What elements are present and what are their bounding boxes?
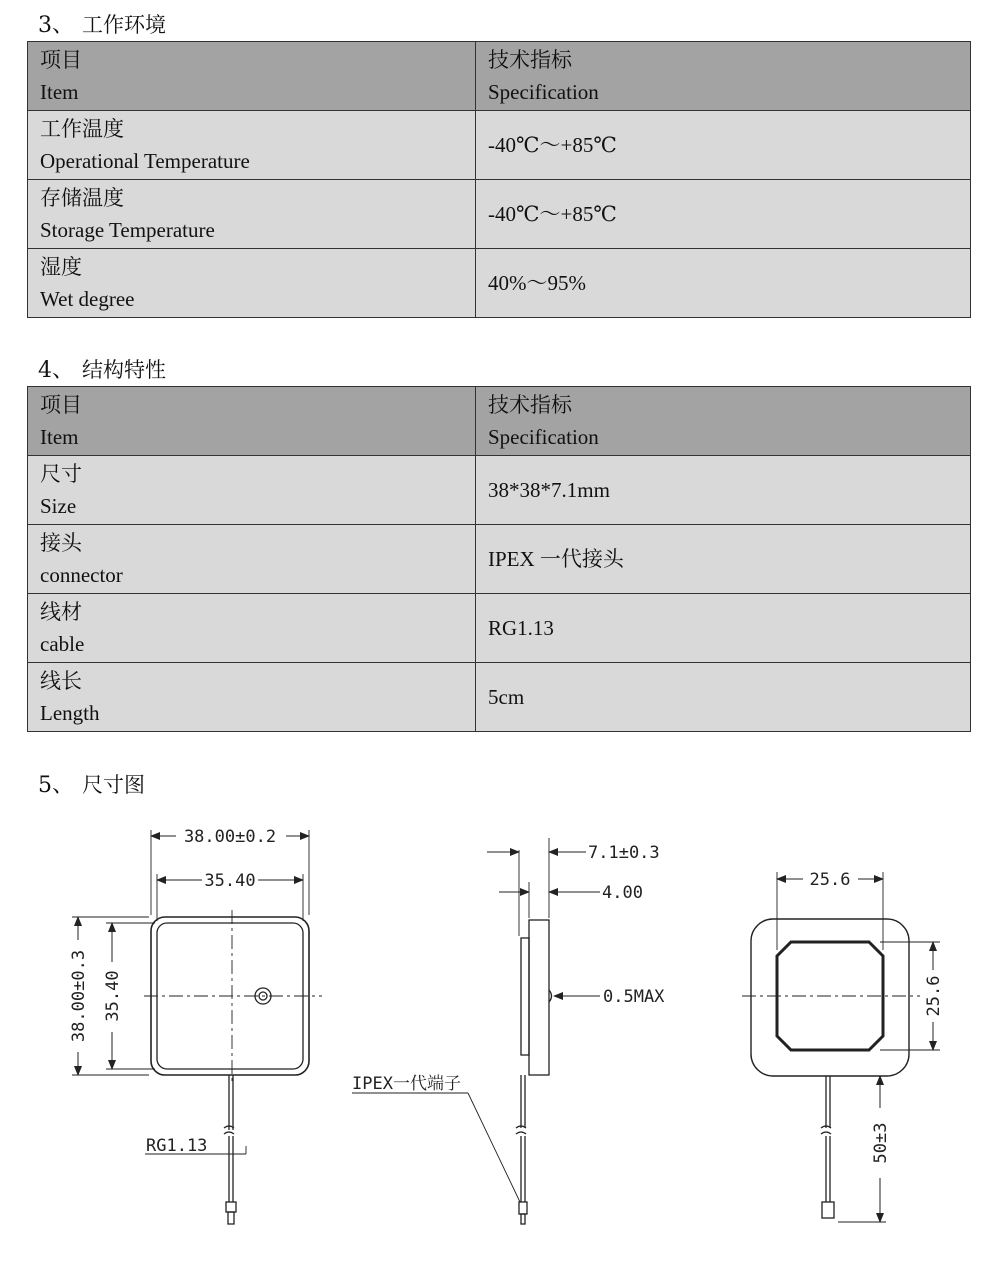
header-item-cn: 项目 <box>40 48 82 72</box>
side-view <box>352 838 600 1224</box>
table-row <box>28 663 971 732</box>
table-row <box>28 456 971 525</box>
value-cell: 38*38*7.1mm <box>476 456 971 525</box>
section-5-title <box>38 772 145 799</box>
value-cell: -40℃～+85℃ <box>476 111 971 180</box>
bump-label: 0.5MAX <box>603 987 665 1007</box>
body-thickness-label: 4.00 <box>602 883 643 903</box>
item-cell <box>28 249 476 318</box>
table-header-row <box>28 42 971 111</box>
item-cn: 线材 <box>40 600 82 624</box>
section-title-text: 工作环境 <box>82 13 166 37</box>
table-header-row <box>28 387 971 456</box>
table-row <box>28 180 971 249</box>
thickness-label: 7.1±0.3 <box>588 843 660 863</box>
section-title-text: 结构特性 <box>82 358 166 382</box>
header-item-cell <box>28 387 476 456</box>
value-cell: 5cm <box>476 663 971 732</box>
antenna-base-side <box>521 938 529 1055</box>
item-en: Size <box>40 494 77 518</box>
section-4-title <box>38 357 166 384</box>
value-cell: -40℃～+85℃ <box>476 180 971 249</box>
connector-leader-line <box>468 1093 520 1202</box>
patch-height-label: 25.6 <box>924 975 944 1017</box>
header-item-en: Item <box>40 80 79 104</box>
table-row <box>28 594 971 663</box>
cable-connector <box>226 1202 236 1212</box>
header-spec-cell <box>476 387 971 456</box>
item-cn: 线长 <box>40 669 82 693</box>
dimension-drawing <box>0 810 1000 1240</box>
item-en: cable <box>40 632 85 656</box>
section-number: 4、 <box>38 358 74 383</box>
cable-connector-tip <box>228 1212 234 1224</box>
value-cell: 40%～95% <box>476 249 971 318</box>
table-row <box>28 525 971 594</box>
item-en: Operational Temperature <box>40 149 250 173</box>
outer-height-label: 38.00±0.3 <box>69 949 89 1043</box>
cable-length-label: 50±3 <box>871 1122 891 1164</box>
cable-type-label: RG1.13 <box>146 1136 208 1156</box>
item-cn: 存储温度 <box>40 186 124 210</box>
operating-environment-table <box>27 41 971 318</box>
patch-width-label: 25.6 <box>809 870 851 890</box>
item-en: Storage Temperature <box>40 218 215 242</box>
table-row <box>28 111 971 180</box>
item-cell <box>28 111 476 180</box>
item-cell <box>28 594 476 663</box>
value-cell: IPEX 一代接头 <box>476 525 971 594</box>
item-en: connector <box>40 563 123 587</box>
connector-label: IPEX一代端子 <box>352 1074 461 1094</box>
header-item-en: Item <box>40 425 79 449</box>
item-cell <box>28 525 476 594</box>
item-cn: 尺寸 <box>40 462 82 486</box>
item-cn: 湿度 <box>40 255 82 279</box>
item-cell <box>28 663 476 732</box>
table-row <box>28 249 971 318</box>
section-title-text: 尺寸图 <box>82 773 145 797</box>
inner-height-label: 35.40 <box>103 970 123 1022</box>
item-cell <box>28 456 476 525</box>
inner-width-label: 35.40 <box>204 871 256 891</box>
back-view <box>742 872 940 1222</box>
item-en: Length <box>40 701 100 725</box>
header-item-cell <box>28 42 476 111</box>
cable-connector <box>822 1202 834 1218</box>
header-item-cn: 项目 <box>40 393 82 417</box>
item-en: Wet degree <box>40 287 135 311</box>
section-number: 3、 <box>38 13 74 38</box>
outer-width-label: 38.00±0.2 <box>183 827 277 847</box>
header-spec-cn: 技术指标 <box>488 48 572 72</box>
item-cn: 工作温度 <box>40 117 124 141</box>
antenna-body-side <box>529 920 549 1075</box>
item-cell <box>28 180 476 249</box>
ipex-connector-side <box>519 1202 527 1214</box>
front-view <box>72 830 322 1224</box>
value-cell: RG1.13 <box>476 594 971 663</box>
header-spec-cell <box>476 42 971 111</box>
header-spec-en: Specification <box>488 80 599 104</box>
section-3-title <box>38 12 166 39</box>
header-spec-en: Specification <box>488 425 599 449</box>
structure-table <box>27 386 971 732</box>
item-cn: 接头 <box>40 531 82 555</box>
header-spec-cn: 技术指标 <box>488 393 572 417</box>
section-number: 5、 <box>38 773 74 798</box>
